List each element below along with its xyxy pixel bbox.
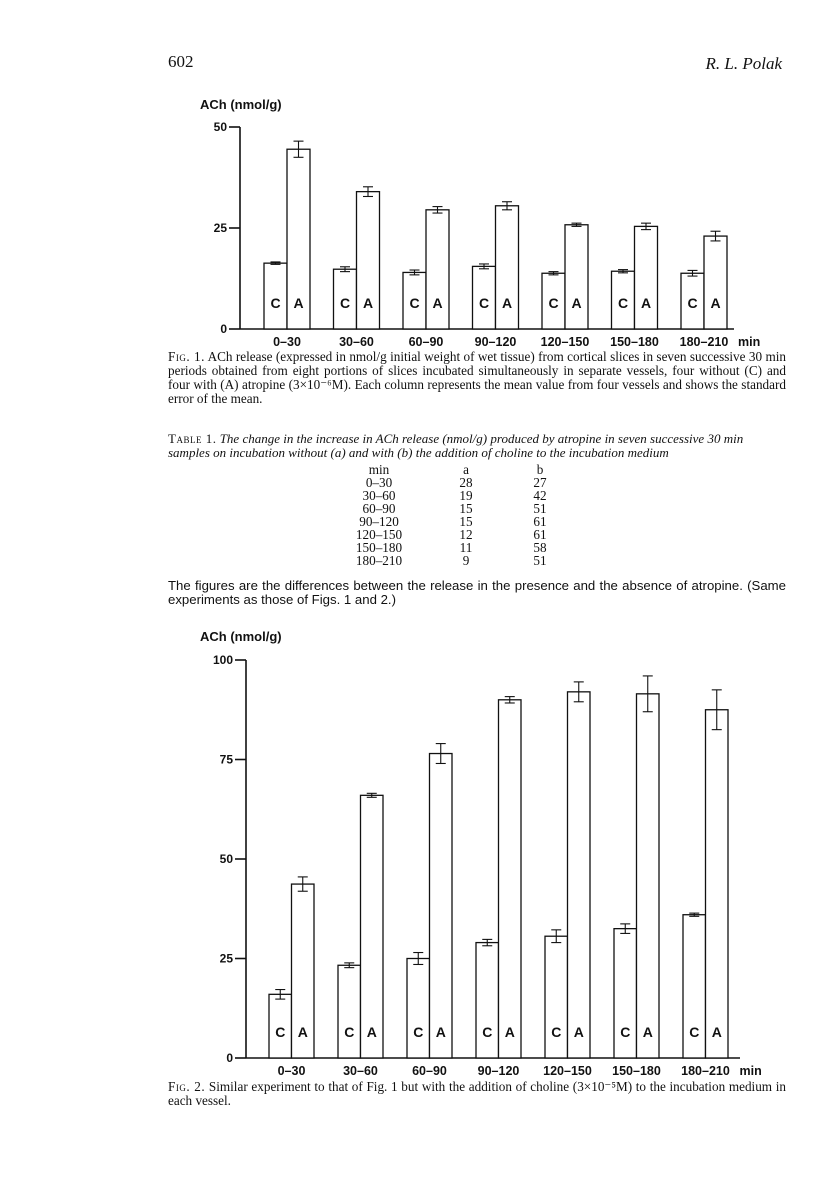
table-1-note: The figures are the differences between the release in the presence and the absence of atropine. (Same experiments as those of Figs. 1 and 2.) — [168, 578, 786, 607]
bar-letter-a: A — [366, 1024, 377, 1040]
x-axis-unit-label: min — [738, 335, 761, 349]
bar-c — [407, 959, 430, 1059]
bar-letter-a: A — [642, 1024, 653, 1040]
x-tick-label: 120–150 — [540, 335, 590, 349]
x-tick-label: 0–30 — [273, 335, 301, 349]
figure-1-caption-text: ACh release (expressed in nmol/g initial weight of wet tissue) from cortical slices in seven successive 30 min periods obtained from eight portions of slices incubated simultaneously in separate vessels, four without (C) and four with (A) atropine (3×10⁻⁶M). Each column represents the mean value from four vessels and shows the standard error of the mean. — [168, 349, 786, 406]
bar-letter-c: C — [482, 1024, 493, 1040]
bar-a — [430, 754, 453, 1058]
bar-letter-c: C — [344, 1024, 355, 1040]
bar-a — [637, 694, 660, 1058]
bar-letter-a: A — [571, 295, 582, 311]
running-head-author: R. L. Polak — [705, 54, 782, 73]
table-cell-a: 11 — [459, 540, 473, 555]
table-cell-b: 51 — [533, 501, 547, 516]
y-tick-label: 0 — [220, 322, 227, 336]
bar-letter-c: C — [270, 295, 281, 311]
bar-a — [499, 700, 522, 1058]
table-header-min: min — [368, 462, 390, 477]
x-tick-label: 150–180 — [610, 335, 659, 349]
y-tick-label: 25 — [213, 221, 227, 235]
x-tick-label: 180–210 — [681, 1064, 730, 1078]
table-cell-b: 58 — [533, 540, 547, 555]
table-cell-a: 9 — [462, 553, 470, 568]
bar-letter-c: C — [551, 1024, 562, 1040]
table-header-a: a — [463, 462, 469, 477]
table-cell-b: 51 — [533, 553, 547, 568]
x-tick-label: 60–90 — [408, 335, 444, 349]
y-tick-label: 50 — [219, 852, 233, 866]
figure-2-caption — [168, 1080, 786, 1108]
table-header-b: b — [536, 462, 544, 477]
bar-letter-c: C — [689, 1024, 700, 1040]
x-tick-label: 150–180 — [612, 1064, 661, 1078]
bar-letter-c: C — [413, 1024, 424, 1040]
y-axis-label: ACh (nmol/g) — [200, 97, 282, 112]
table-cell-a: 15 — [459, 514, 473, 529]
bar-letter-a: A — [710, 295, 721, 311]
bar-letter-a: A — [573, 1024, 584, 1040]
x-tick-label: 60–90 — [412, 1064, 447, 1078]
bar-letter-c: C — [548, 295, 559, 311]
bar-a — [361, 795, 384, 1058]
x-tick-label: 120–150 — [543, 1064, 592, 1078]
table-cell-min: 0–30 — [365, 475, 393, 490]
table-cell-min: 90–120 — [359, 514, 399, 529]
bar-letter-c: C — [617, 295, 629, 311]
table-cell-a: 19 — [459, 488, 473, 503]
bar-letter-c: C — [620, 1024, 631, 1040]
table-cell-b: 27 — [533, 475, 547, 490]
y-tick-label: 25 — [219, 951, 233, 966]
table-cell-b: 61 — [533, 527, 547, 542]
table-cell-min: 60–90 — [362, 501, 396, 516]
table-cell-a: 28 — [459, 475, 473, 490]
figure-1-caption-label: Fig. 1. — [168, 349, 205, 364]
figure-2-caption-text: Similar experiment to that of Fig. 1 but with the addition of choline (3×10⁻⁵M) to the incubation medium in each vessel. — [168, 1079, 786, 1108]
y-tick-label: 50 — [213, 120, 227, 134]
y-tick-label: 100 — [212, 653, 233, 667]
x-tick-label: 30–60 — [343, 1064, 378, 1078]
bar-letter-a: A — [435, 1024, 446, 1040]
table-cell-min: 150–180 — [355, 540, 403, 555]
page-number: 602 — [168, 52, 194, 71]
table-cell-a: 12 — [459, 527, 473, 542]
bar-a — [706, 710, 729, 1058]
bar-letter-a: A — [297, 1024, 308, 1040]
bar-letter-a: A — [640, 295, 652, 311]
table-cell-a: 15 — [459, 501, 473, 516]
bar-c — [476, 943, 499, 1058]
table-cell-b: 42 — [533, 488, 547, 503]
bar-letter-a: A — [711, 1024, 722, 1040]
figure-2-caption-label: Fig. 2. — [168, 1079, 206, 1094]
table-cell-min: 180–210 — [355, 553, 403, 568]
bar-letter-a: A — [432, 295, 443, 311]
y-axis-label: ACh (nmol/g) — [200, 629, 282, 644]
bar-letter-c: C — [478, 295, 490, 311]
bar-letter-c: C — [275, 1024, 286, 1040]
table-cell-min: 120–150 — [355, 527, 403, 542]
table-cell-min: 30–60 — [362, 488, 396, 503]
x-tick-label: 180–210 — [679, 335, 729, 349]
x-axis-unit-label: min — [739, 1064, 762, 1078]
x-tick-label: 30–60 — [339, 335, 374, 349]
y-tick-label: 75 — [219, 752, 233, 767]
x-tick-label: 0–30 — [277, 1064, 306, 1078]
bar-letter-a: A — [362, 295, 374, 311]
y-tick-label: 0 — [226, 1051, 233, 1065]
x-tick-label: 90–120 — [477, 1064, 520, 1078]
bar-c — [338, 965, 361, 1058]
bar-letter-c: C — [339, 295, 351, 311]
bar-letter-a: A — [293, 295, 304, 311]
bar-letter-a: A — [504, 1024, 515, 1040]
table-cell-b: 61 — [533, 514, 547, 529]
bar-letter-c: C — [687, 295, 698, 311]
table-1-label: Table 1. — [168, 431, 217, 446]
table-1-caption-text: The change in the increase in ACh release (nmol/g) produced by atropine in seven successive 30 min samples on incubation without (a) and with (b) the addition of choline to the incubation medium — [168, 431, 744, 460]
bar-a — [568, 692, 591, 1058]
x-tick-label: 90–120 — [474, 335, 517, 349]
bar-letter-a: A — [501, 295, 513, 311]
bar-letter-c: C — [409, 295, 420, 311]
